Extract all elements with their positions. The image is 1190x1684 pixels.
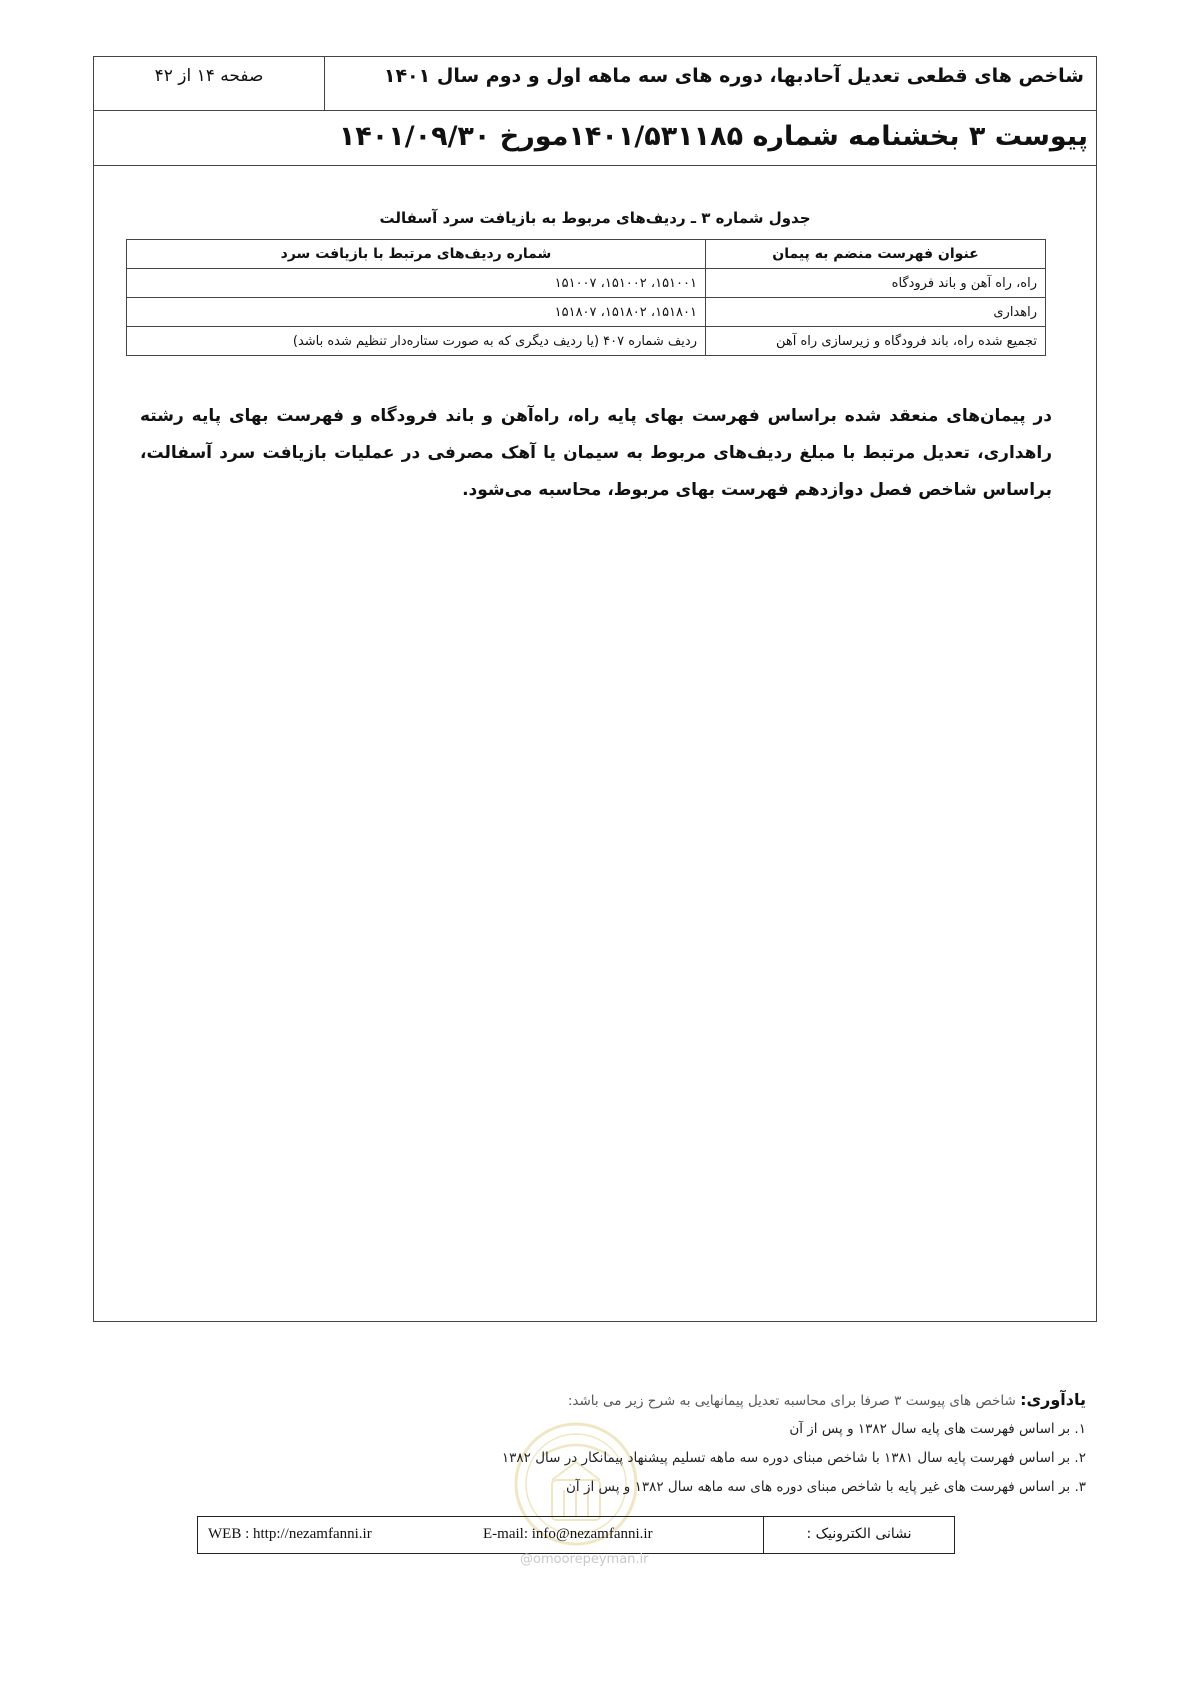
watermark-handle: @omoorepeyman.ir bbox=[520, 1552, 649, 1567]
contact-email[interactable]: E-mail: info@nezamfanni.ir bbox=[483, 1526, 653, 1542]
table-cell-items: ردیف شماره ۴۰۷ (یا ردیف دیگری که به صورت ستاره‌دار تنظیم شده باشد) bbox=[127, 327, 706, 356]
notes-section bbox=[400, 1390, 1086, 1502]
table-row bbox=[127, 269, 1046, 298]
asphalt-recycling-table bbox=[126, 239, 1046, 356]
table-cell-items: ۱۵۱۰۰۱، ۱۵۱۰۰۲، ۱۵۱۰۰۷ bbox=[127, 269, 706, 298]
document-title: شاخص های قطعی تعدیل آحادبها، دوره های سه ماهه اول و دوم سال ۱۴۰۱ bbox=[324, 57, 1096, 110]
contact-web[interactable]: WEB : http://nezamfanni.ir bbox=[208, 1526, 372, 1542]
table-caption: جدول شماره ۳ ـ ردیف‌های مربوط به بازیافت سرد آسفالت bbox=[379, 209, 811, 227]
contact-box bbox=[197, 1516, 955, 1554]
column-header-contract-list: عنوان فهرست منضم به پیمان bbox=[706, 240, 1046, 269]
table-cell-list: تجمیع شده راه، باند فرودگاه و زیرسازی راه آهن bbox=[706, 327, 1046, 356]
note-item: ۱. بر اساس فهرست های پایه سال ۱۳۸۲ و پس از آن bbox=[789, 1421, 1086, 1437]
notes-heading bbox=[400, 1390, 1086, 1409]
column-header-item-numbers: شماره ردیف‌های مرتبط با بازیافت سرد bbox=[127, 240, 706, 269]
body-paragraph: در پیمان‌های منعقد شده براساس فهرست بهای پایه راه، راه‌آهن و باند فرودگاه و فهرست بهای پایه رشته راهداری، تعدیل مرتبط با مبلغ ردیف‌های مربوط به سیمان یا آهک مصرفی در عملیات بازیافت سرد آسفالت، براساس شاخص فصل دوازدهم فهرست بهای مربوط، محاسبه می‌شود. bbox=[140, 406, 1052, 500]
table-row bbox=[127, 298, 1046, 327]
table-row bbox=[127, 327, 1046, 356]
notes-label: یادآوری: bbox=[1020, 1390, 1086, 1409]
table-cell-items: ۱۵۱۸۰۱، ۱۵۱۸۰۲، ۱۵۱۸۰۷ bbox=[127, 298, 706, 327]
table-cell-list: راهداری bbox=[706, 298, 1046, 327]
note-item: ۲. بر اساس فهرست پایه سال ۱۳۸۱ با شاخص مبنای دوره سه ماهه تسلیم پیشنهاد پیمانکار در سال ۱۳۸۲ bbox=[501, 1450, 1086, 1466]
header-row bbox=[94, 57, 1096, 111]
table-header-row bbox=[127, 240, 1046, 269]
page-frame bbox=[93, 56, 1097, 1322]
contact-label: نشانی الکترونیک : bbox=[763, 1517, 954, 1553]
page-number: صفحه ۱۴ از ۴۲ bbox=[154, 66, 264, 86]
note-item: ۳. بر اساس فهرست های غیر پایه با شاخص مبنای دوره های سه ماهه سال ۱۳۸۲ و پس از آن bbox=[566, 1479, 1086, 1495]
annex-heading: پیوست ۳ بخشنامه شماره ۱۴۰۱/۵۳۱۱۸۵مورخ ۱۴۰۱/۰۹/۳۰ bbox=[94, 110, 1096, 166]
notes-intro: شاخص های پیوست ۳ صرفا برای محاسبه تعدیل پیمانهایی به شرح زیر می باشد: bbox=[567, 1393, 1016, 1409]
table-cell-list: راه، راه آهن و باند فرودگاه bbox=[706, 269, 1046, 298]
